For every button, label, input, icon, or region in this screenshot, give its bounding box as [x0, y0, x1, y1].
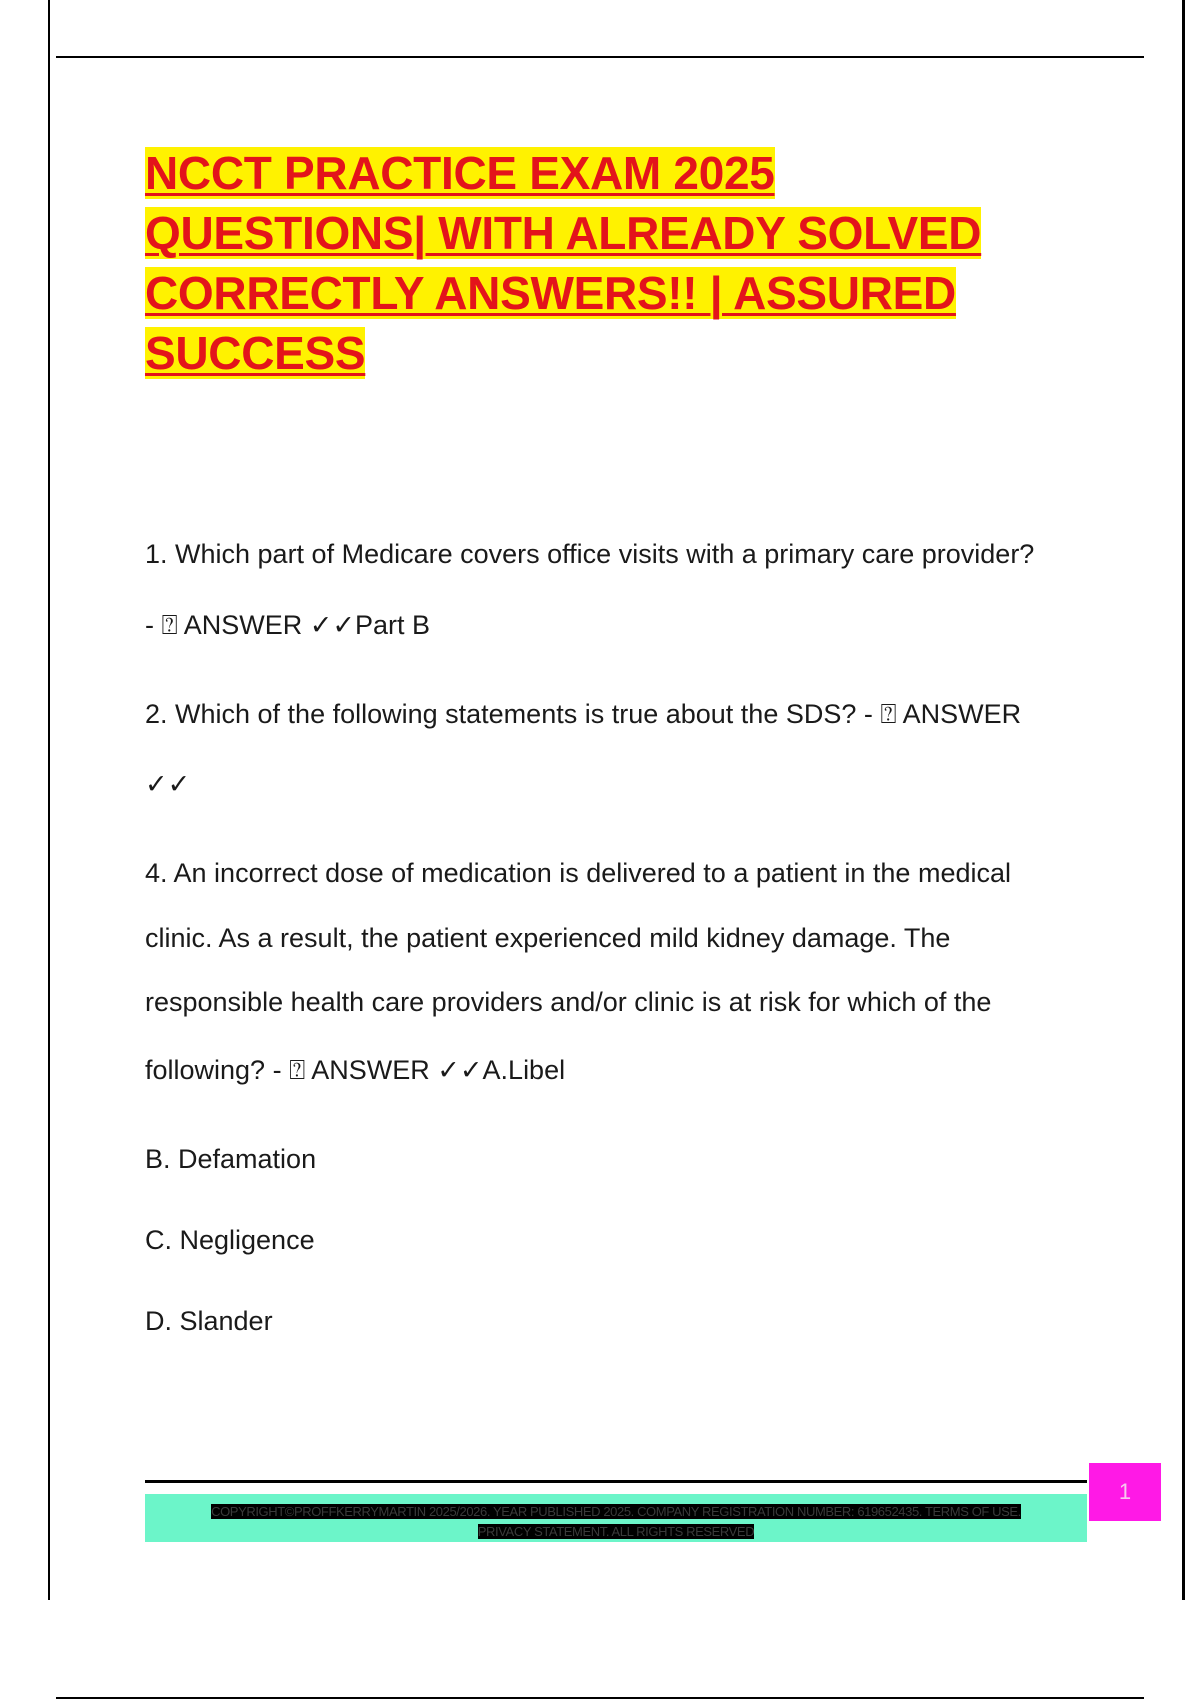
title-line-4: SUCCESS	[145, 327, 366, 379]
question-1-answer: - ⍰ ANSWER ✓✓Part B	[145, 610, 430, 640]
question-2-answer: ✓✓	[145, 769, 191, 799]
page-left-border	[48, 0, 50, 1600]
footer-rule	[145, 1480, 1087, 1483]
page-right-border	[1182, 0, 1185, 1600]
option-d: D. Slander	[145, 1306, 273, 1336]
option-c: C. Negligence	[145, 1225, 315, 1255]
copyright-band	[145, 1494, 1087, 1542]
title-line-2: QUESTIONS| WITH ALREADY SOLVED	[145, 207, 982, 259]
question-1-text: 1. Which part of Medicare covers office visits with a primary care provider?	[145, 539, 1035, 569]
top-rule	[56, 56, 1144, 58]
copyright-line-1: COPYRIGHT©PROFFKERRYMARTIN 2025/2026. YEAR PUBLISHED 2025. COMPANY REGISTRATION NUMBER: 619652435. TERMS OF USE.	[211, 1504, 1021, 1519]
title-line-1: NCCT PRACTICE EXAM 2025	[145, 147, 775, 199]
question-4-line-2: clinic. As a result, the patient experienced mild kidney damage. The	[145, 923, 951, 953]
question-4-line-1: 4. An incorrect dose of medication is delivered to a patient in the medical	[145, 858, 1011, 888]
document-title	[145, 143, 1075, 383]
bottom-rule	[56, 1697, 1144, 1699]
copyright-line-2: PRIVACY STATEMENT. ALL RIGHTS RESERVED	[477, 1524, 755, 1539]
page-number-badge: 1	[1089, 1463, 1161, 1521]
question-2-text: 2. Which of the following statements is true about the SDS? - ⍰ ANSWER	[145, 699, 1022, 729]
question-4-line-3: responsible health care providers and/or clinic is at risk for which of the	[145, 987, 992, 1017]
copyright-notice	[145, 1502, 1087, 1542]
option-b: B. Defamation	[145, 1144, 317, 1174]
question-4-answer: following? - ⍰ ANSWER ✓✓A.Libel	[145, 1055, 566, 1085]
title-line-3: CORRECTLY ANSWERS!! | ASSURED	[145, 267, 956, 319]
